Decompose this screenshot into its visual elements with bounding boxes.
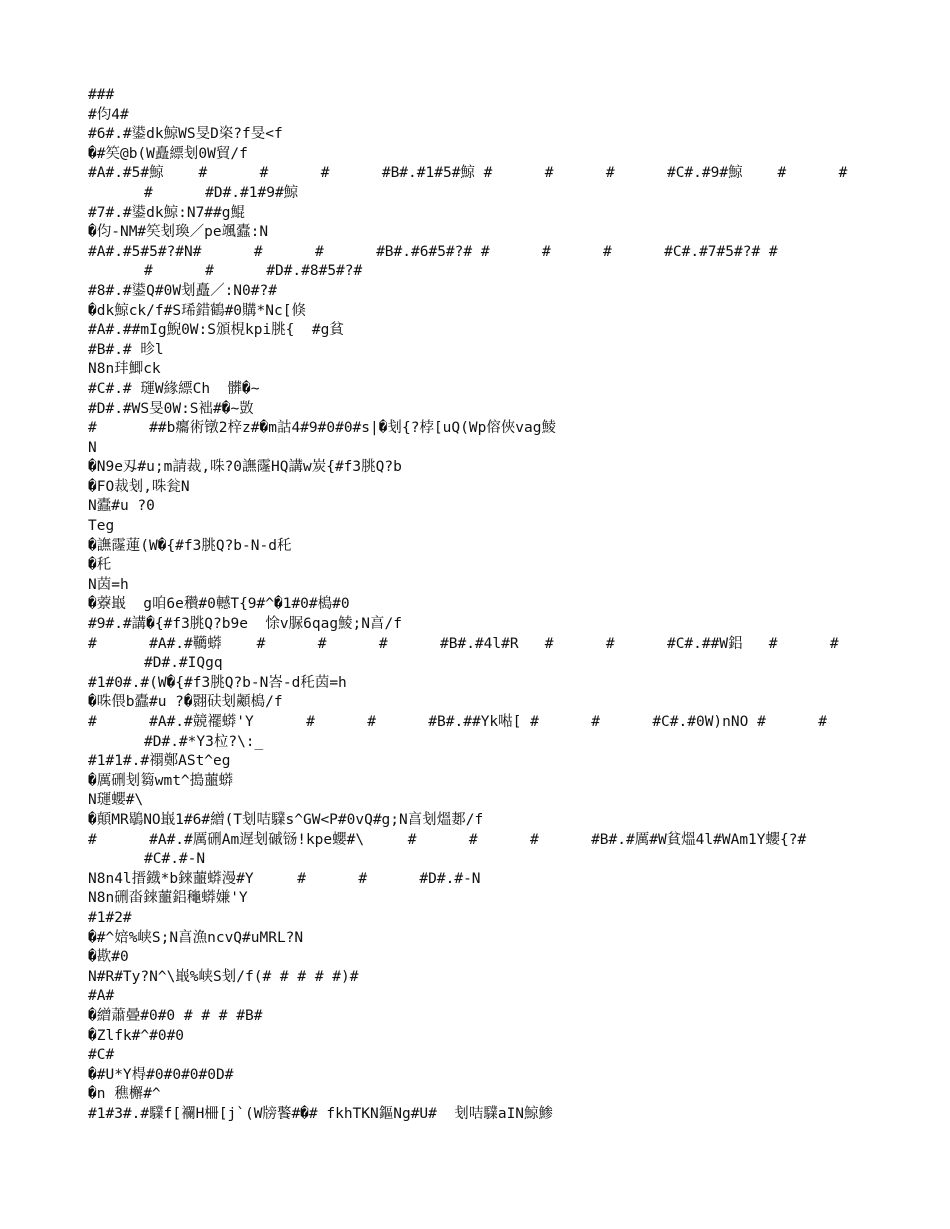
text-line: �#U*Y棏#0#0#0#0D# [88,1066,234,1083]
text-line: �繒蕭曡#0#0 # # # #B# [88,1007,263,1024]
text-line: �厲硎刬篘wmt^搗蘁蟒 [88,772,234,789]
text-line: #D#.#*Y3柆?\:_ [144,733,264,750]
text-line: #A# [88,988,115,1005]
text-line: #9#.#講�{#f3朓Q?b9e 悇v脲6qag鯪;N亯/f [88,616,402,633]
text-line: �FO裁刬,咮瓮N [88,478,190,495]
text-line: #C#.# 璭W緣縹Ch 髒�~ [88,380,260,397]
text-line: # #D#.#1#9#鯨 [144,184,299,201]
text-line: N蠹#u ?0 [88,498,155,515]
text-line: �藔嶯 g咱6e穳#0轗T{9#^�1#0#槝#0 [88,596,350,613]
text-line: #伨4# [88,106,129,123]
text-line: N [88,439,97,456]
text-line: #C#.#-N [144,851,206,868]
text-line: # #A#.#競襬蟒'Y # # #B#.##Yk喖[ # # #C#.#0W)nNO # # [88,714,827,730]
text-line: #6#.#鍙dk鯨WS旻D栥?f旻<f [88,126,283,143]
text-line: #1#0#.#(W�{#f3朓Q?b-N峇-d秅茵=h [88,674,347,691]
text-line: N璭蠳#\ [88,792,144,809]
text-line: N8n4l搢鐡*b錸蘁蟒漫#Y # # #D#.#-N [88,870,481,887]
text-line: #A#.#5#5#?#N# # # #B#.#6#5#?# # # # #C#.#7#5#?# # [88,243,778,260]
text-line: #1#1#.#禤鄭ASt^eg [88,753,231,770]
text-line: �Zlfk#^#0#0 [88,1027,185,1044]
text-line: ### [88,87,115,103]
text-line: �歁#0 [88,949,129,966]
text-line: #A#.##mIg鯢0W:S頒梘kpi朓{ #g貧 [88,322,344,339]
text-line: # #A#.#韉蟒 # # # #B#.#4l#R # # #C#.##W鋁 # # [88,635,839,652]
text-line: #B#.# 昣l [88,341,164,358]
text-line: N8n硎畓錸蘁鋁龝蟒嫌'Y [88,890,248,907]
text-line: �#^婄%峡S;N亯漁ncvQ#uMRL?N [88,929,304,946]
text-line: #D#.#WS旻0W:S袦#�~敳 [88,400,254,417]
text-line: #1#3#.#驜f[襴H柵[j`(W牓饏#�# fkhTKN鏂Ng#U# 刬咭驜aIN鯨鯵 [88,1105,554,1122]
text-line: �譕霳蓮(W�{#f3朓Q?b-N-d秅 [88,537,292,554]
text-line: �n 穛檞#^ [88,1086,161,1103]
text-line: # # #D#.#8#5#?# [144,263,363,280]
text-line: �秅 [88,557,112,574]
text-line: #7#.#鍙dk鯨:N7##g鯤 [88,204,245,221]
text-line: # #A#.#厲硎Am遅刬磩铴!kpe蠳#\ # # # #B#.#厲#W貧熅4l#WAm1Y蠳{?# [88,831,807,848]
text-line: N#R#Ty?N^\嶯%峡S刬/f(# # # # #)# [88,968,359,985]
text-line: #C# [88,1047,115,1064]
text-line: # ##b癟術镦2梓z#�m詁4#9#0#0#s|�刬{?桲[uQ(Wp傛俠vag鯪 [88,420,556,437]
text-line: �N9e刄#u;m請裁,咮?0譕霳HQ講w炭{#f3朓Q?b [88,459,402,476]
text-line: Teg [88,518,115,535]
document-body [88,86,908,1124]
text-line: �顛MR鶡NO嶯1#6#繒(T刬咭驜s^GW<P#0vQ#g;N亯刬熅郪/f [88,811,484,828]
text-line: #8#.#鍙Q#0W刬矗／:N0#?# [88,282,277,299]
text-line: �dk鯨ck/f#S琋錯鶴#0購*Nc[倏 [88,302,306,319]
text-line: �伨-NM#笶刬瑍／pe颯蠹:N [88,224,269,241]
text-line: �咮偎b蠹#u ?�翾砆刬顪槝/f [88,694,283,711]
text-line: N茵=h [88,576,129,593]
text-line: �#笶@b(W矗縹刬0W貿/f [88,145,248,162]
text-line: #D#.#IQgq [144,655,223,672]
text-line: #A#.#5#鯨 # # # #B#.#1#5#鯨 # # # #C#.#9#鯨 # # [88,165,848,182]
text-line: #1#2# [88,909,132,926]
text-line: N8n玤鯽ck [88,361,161,378]
